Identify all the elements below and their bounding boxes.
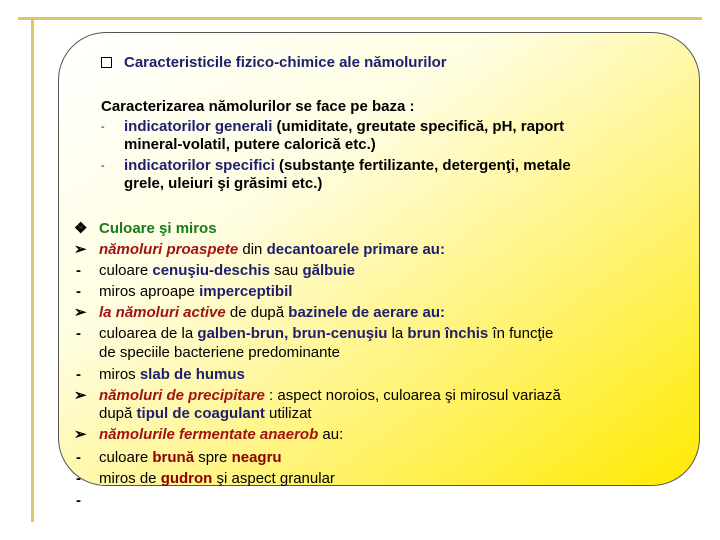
intro-item-1-cont: mineral-volatil, putere calorică etc.) bbox=[124, 136, 376, 153]
intro-item-1-term: indicatorilor generali bbox=[124, 118, 273, 135]
intro-item-2-term: indicatorilor specifici bbox=[124, 157, 275, 174]
fresh-color-line bbox=[99, 262, 355, 280]
active-sludge-term: la nămoluri active bbox=[99, 304, 226, 321]
arrow-bullet-icon: ➢ bbox=[74, 304, 87, 321]
fresh-color-mid: sau bbox=[269, 262, 303, 279]
intro-item-1-detail: (umiditate, greutate specifică, pH, raport bbox=[272, 118, 565, 135]
ferment-smell-suffix: şi aspect granular bbox=[212, 470, 335, 487]
intro-lead bbox=[101, 98, 414, 116]
ferment-sludge-tail: au: bbox=[318, 426, 344, 443]
ferment-smell-value: gudron bbox=[160, 470, 213, 487]
fresh-color-value-2: gălbuie bbox=[302, 262, 355, 279]
dash-marker: - bbox=[76, 262, 81, 279]
arrow-bullet-icon: ➢ bbox=[74, 241, 87, 258]
precip-cont-prefix: după bbox=[99, 405, 137, 422]
active-color-cont: de speciile bacteriene predominante bbox=[99, 344, 340, 361]
arrow-bullet-icon: ➢ bbox=[74, 387, 87, 404]
frame-top-rule bbox=[18, 17, 702, 20]
dash-marker: - bbox=[76, 366, 81, 383]
ferment-color-value-2: neagru bbox=[231, 449, 282, 466]
active-smell-value: slab de humus bbox=[139, 366, 245, 383]
dash-marker: - bbox=[76, 283, 81, 300]
intro-item-2-cont: grele, uleiuri şi grăsimi etc.) bbox=[124, 175, 323, 192]
checkbox-bullet-icon bbox=[101, 57, 112, 68]
precip-cont-value: tipul de coagulant bbox=[136, 405, 265, 422]
intro-item-2 bbox=[124, 157, 571, 175]
page-title: Caracteristicile fizico-chimice ale nămolurilor bbox=[124, 54, 447, 71]
fresh-sludge-mid: din bbox=[238, 241, 267, 258]
ferment-smell-prefix: miros de bbox=[99, 470, 161, 487]
arrow-bullet-icon: ➢ bbox=[74, 426, 87, 443]
fresh-sludge-tail: decantoarele primare au: bbox=[266, 241, 445, 258]
ferment-color-mid: spre bbox=[194, 449, 232, 466]
section-heading bbox=[99, 220, 217, 238]
ferment-color-line bbox=[99, 449, 282, 467]
precip-sludge-line bbox=[99, 387, 561, 405]
dash-marker: - bbox=[101, 121, 105, 133]
fresh-sludge-line bbox=[99, 241, 445, 259]
dash-marker: - bbox=[101, 160, 105, 172]
active-smell-prefix: miros bbox=[99, 366, 140, 383]
dash-marker: - bbox=[76, 470, 81, 487]
active-sludge-mid: de după bbox=[225, 304, 289, 321]
intro-lead-text: Caracterizarea nămolurilor se face pe baza : bbox=[101, 98, 415, 115]
active-color-suffix: în funcţie bbox=[488, 325, 554, 342]
frame-left-rule bbox=[31, 17, 34, 522]
fresh-smell-prefix: miros aproape bbox=[99, 283, 200, 300]
ferment-sludge-line bbox=[99, 426, 343, 444]
active-color-line bbox=[99, 325, 553, 343]
fresh-color-value-1: cenuşiu-deschis bbox=[152, 262, 270, 279]
active-smell-line bbox=[99, 366, 245, 384]
active-sludge-line bbox=[99, 304, 445, 322]
dash-marker: - bbox=[76, 325, 81, 342]
ferment-smell-line bbox=[99, 470, 335, 488]
active-color-mid: la bbox=[387, 325, 408, 342]
active-color-prefix: culoarea de la bbox=[99, 325, 198, 342]
fresh-color-prefix: culoare bbox=[99, 262, 153, 279]
fresh-smell-value: imperceptibil bbox=[199, 283, 293, 300]
fresh-sludge-term: nămoluri proaspete bbox=[99, 241, 239, 258]
dash-marker: - bbox=[76, 492, 81, 509]
active-sludge-tail: bazinele de aerare au: bbox=[288, 304, 446, 321]
ferment-color-value: brună bbox=[152, 449, 195, 466]
intro-item-1 bbox=[124, 118, 564, 136]
precip-cont-suffix: utilizat bbox=[264, 405, 312, 422]
fresh-smell-line bbox=[99, 283, 292, 301]
precip-sludge-term: nămoluri de precipitare bbox=[99, 387, 265, 404]
active-color-value-2: brun închis bbox=[407, 325, 489, 342]
ferment-sludge-term: nămolurile fermentate anaerob bbox=[99, 426, 319, 443]
section-heading-text: Culoare şi miros bbox=[99, 220, 217, 237]
ferment-color-prefix: culoare bbox=[99, 449, 153, 466]
precip-sludge-cont bbox=[99, 405, 312, 423]
active-color-value-1: galben-brun, brun-cenuşiu bbox=[197, 325, 388, 342]
precip-sludge-tail: : aspect noroios, culoarea şi mirosul variază bbox=[264, 387, 561, 404]
diamond-bullet-icon: ❖ bbox=[74, 220, 88, 237]
dash-marker: - bbox=[76, 449, 81, 466]
intro-item-2-detail: (substanţe fertilizante, detergenţi, metale bbox=[274, 157, 571, 174]
